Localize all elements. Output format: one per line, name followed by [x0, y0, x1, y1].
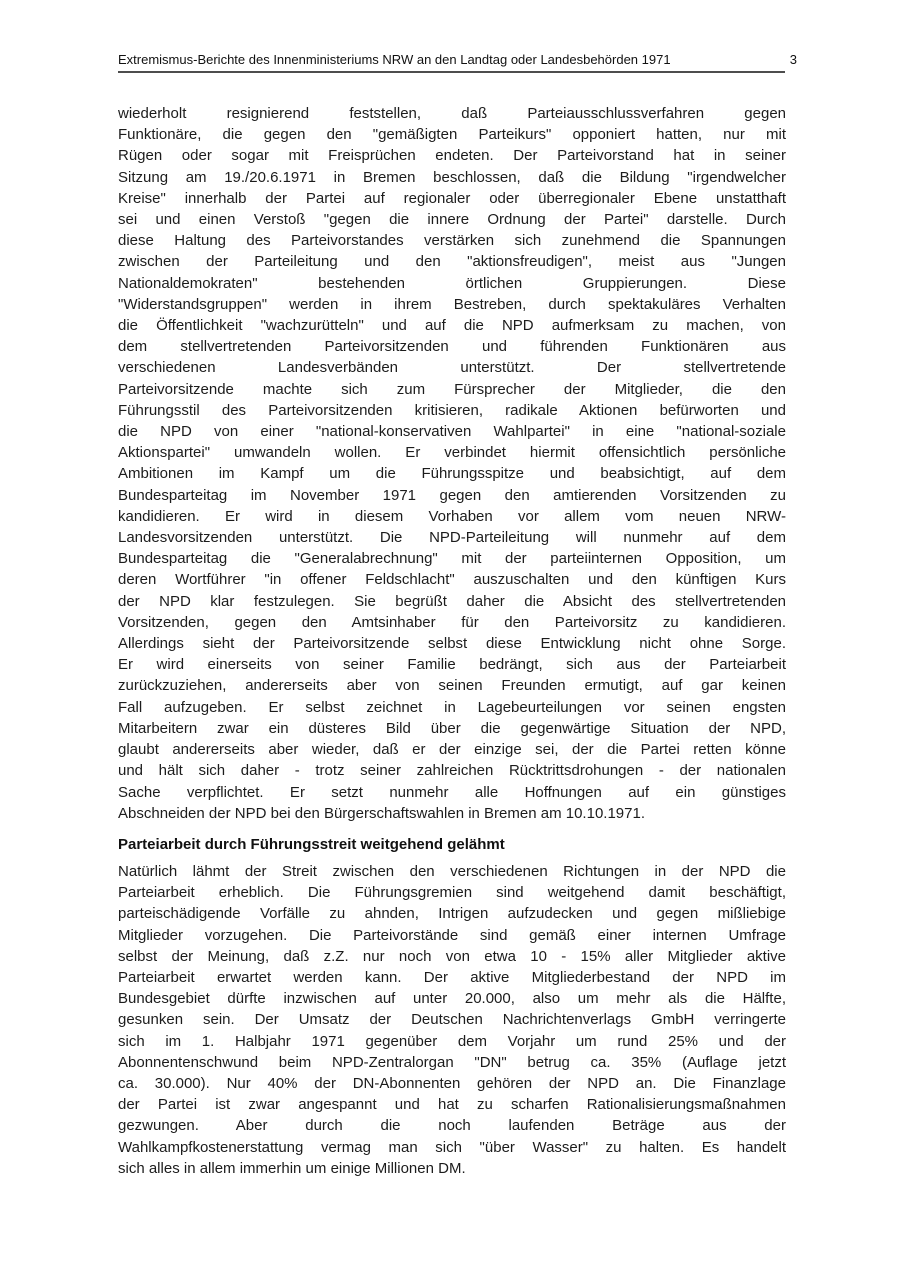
text-line: gesunken sein. Der Umsatz der Deutschen Nachrichtenverlags GmbH verringerte: [118, 1011, 786, 1029]
text-line: dem stellvertretenden Parteivorsitzenden und führenden Funktionären aus: [118, 338, 786, 356]
body-paragraph-1: [118, 103, 786, 824]
text-line: Wahlkampfkostenerstattung vermag man sich "über Wasser" zu halten. Es handelt: [118, 1138, 786, 1156]
text-line: Bundesparteitag im November 1971 gegen den amtierenden Vorsitzenden zu: [118, 486, 786, 504]
text-line: Abonnentenschwund beim NPD-Zentralorgan "DN" betrug ca. 35% (Auflage jetzt: [118, 1053, 786, 1071]
text-line: glaubt andererseits aber wieder, daß er der einzige sei, der die Partei retten könne: [118, 741, 786, 759]
text-line: sich alles in allem immerhin um einige Millionen DM.: [118, 1159, 466, 1177]
text-line: sei und einen Verstoß "gegen die innere Ordnung der Partei" darstelle. Durch: [118, 211, 786, 229]
text-line: Parteivorsitzende machte sich zum Fürsprecher der Mitglieder, die den: [118, 380, 786, 398]
text-line: zurückzuziehen, andererseits aber von seinen Freunden ermutigt, auf gar keinen: [118, 677, 786, 695]
text-line: Mitglieder vorzugehen. Die Parteivorstände sind gemäß einer internen Umfrage: [118, 926, 786, 944]
text-line: deren Wortführer "in offener Feldschlacht" auszuschalten und den künftigen Kurs: [118, 571, 786, 589]
text-line: Natürlich lähmt der Streit zwischen den verschiedenen Richtungen in der NPD die: [118, 862, 786, 880]
text-line: Abschneiden der NPD bei den Bürgerschaftswahlen in Bremen am 10.10.1971.: [118, 804, 645, 822]
text-line: ca. 30.000). Nur 40% der DN-Abonnenten gehören der NPD an. Die Finanzlage: [118, 1074, 786, 1092]
text-line: der Partei ist zwar angespannt und hat zu scharfen Rationalisierungsmaßnahmen: [118, 1096, 786, 1114]
text-line: diese Haltung des Parteivorstandes verstärken sich zunehmend die Spannungen: [118, 232, 786, 250]
text-line: Vorsitzenden, gegen den Amtsinhaber für den Parteivorsitz zu kandidieren.: [118, 613, 786, 631]
text-line: kandidieren. Er wird in diesem Vorhaben vor allem vom neuen NRW-: [118, 507, 786, 525]
text-line: Fall aufzugeben. Er selbst zeichnet in Lagebeurteilungen vor seinen engsten: [118, 698, 786, 716]
text-line: verschiedenen Landesverbänden unterstützt. Der stellvertretende: [118, 359, 786, 377]
text-line: zwischen der Parteileitung und den "aktionsfreudigen", meist aus "Jungen: [118, 253, 786, 271]
text-line: selbst der Meinung, daß z.Z. nur noch von etwa 10 - 15% aller Mitglieder aktive: [118, 947, 786, 965]
page-number: 3: [789, 52, 797, 67]
text-line: Führungsstil des Parteivorsitzenden kritisieren, radikale Aktionen befürworten und: [118, 401, 786, 419]
body-paragraph-2: [118, 861, 786, 1179]
text-line: gezwungen. Aber durch die noch laufenden Beträge aus der: [118, 1117, 786, 1135]
section-heading: Parteiarbeit durch Führungsstreit weitgehend gelähmt: [118, 835, 505, 853]
text-line: Parteiarbeit erheblich. Die Führungsgremien sind weitgehend damit beschäftigt,: [118, 884, 786, 902]
text-line: Allerdings sieht der Parteivorsitzende selbst diese Entwicklung nicht ohne Sorge.: [118, 635, 786, 653]
page-header: [118, 52, 797, 74]
text-line: der NPD klar festzulegen. Sie begrüßt daher die Absicht des stellvertretenden: [118, 592, 786, 610]
text-line: Parteiarbeit erwartet werden kann. Der aktive Mitgliederbestand der NPD im: [118, 968, 786, 986]
text-line: die NPD von einer "national-konservativen Wahlpartei" in eine "national-soziale: [118, 423, 786, 441]
text-line: Sache verpflichtet. Er setzt nunmehr alle Hoffnungen auf ein günstiges: [118, 783, 786, 801]
text-line: wiederholt resignierend feststellen, daß Parteiausschlussverfahren gegen: [118, 105, 786, 122]
text-line: und hält sich daher - trotz seiner zahlreichen Rücktrittsdrohungen - der nationalen: [118, 762, 786, 780]
running-header-title: Extremismus-Berichte des Innenministeriums NRW an den Landtag oder Landesbehörden 1971: [118, 52, 671, 67]
document-body: [118, 103, 786, 1179]
text-line: Landesvorsitzenden unterstützt. Die NPD-Parteileitung will nunmehr auf dem: [118, 529, 786, 547]
text-line: Aktionspartei" umwandeln wollen. Er verbindet hiermit offensichtlich persönliche: [118, 444, 786, 462]
text-line: die Öffentlichkeit "wachzurütteln" und auf die NPD aufmerksam zu machen, von: [118, 317, 786, 335]
text-line: Nationaldemokraten" bestehenden örtlichen Gruppierungen. Diese: [118, 274, 786, 292]
text-line: Er wird einerseits von seiner Familie bedrängt, sich aus der Parteiarbeit: [118, 656, 786, 674]
text-line: Bundesgebiet dürfte inzwischen auf unter 20.000, also um mehr als die Hälfte,: [118, 990, 786, 1008]
text-line: parteischädigende Vorfälle zu ahnden, Intrigen aufzudecken und gegen mißliebige: [118, 905, 786, 923]
text-line: Bundesparteitag die "Generalabrechnung" mit der parteiinternen Opposition, um: [118, 550, 786, 568]
text-line: Rügen oder sogar mit Freisprüchen endeten. Der Parteivorstand hat in seiner: [118, 147, 786, 165]
text-line: Mitarbeitern zwar ein düsteres Bild über die gegenwärtige Situation der NPD,: [118, 719, 786, 737]
text-line: Funktionäre, die gegen den "gemäßigten Parteikurs" opponiert hatten, nur mit: [118, 126, 786, 144]
text-line: Sitzung am 19./20.6.1971 in Bremen beschlossen, daß die Bildung "irgendwelcher: [118, 168, 786, 186]
text-line: Ambitionen im Kampf um die Führungsspitze und beabsichtigt, auf dem: [118, 465, 786, 483]
text-line: "Widerstandsgruppen" werden in ihrem Bestreben, durch spektakuläres Verhalten: [118, 295, 786, 313]
text-line: sich im 1. Halbjahr 1971 gegenüber dem Vorjahr um rund 25% und der: [118, 1032, 786, 1050]
header-rule: [118, 71, 785, 73]
text-line: Kreise" innerhalb der Partei auf regionaler oder überregionaler Ebene unstatthaft: [118, 189, 786, 207]
